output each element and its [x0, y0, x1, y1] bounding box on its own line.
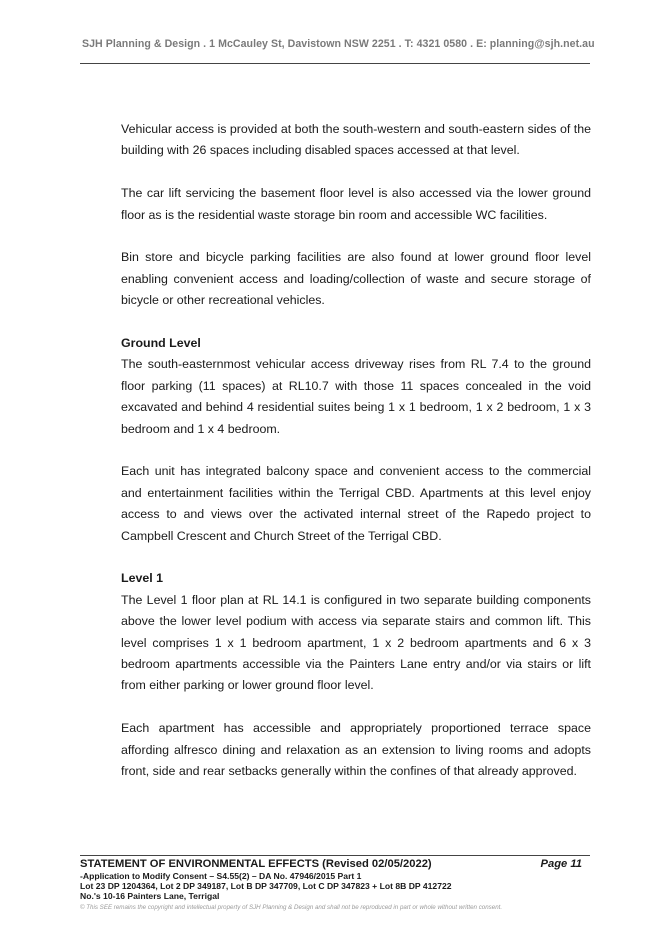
heading-level-1: Level 1: [121, 571, 164, 586]
page-footer: [80, 858, 590, 913]
page-header: SJH Planning & Design . 1 McCauley St, Davistown NSW 2251 . T: 4321 0580 . E: planning@sjh.net.au: [82, 38, 595, 50]
footer-lot-line: Lot 23 DP 1204364, Lot 2 DP 349187, Lot B DP 347709, Lot C DP 347823 + Lot 8B DP 412722: [80, 881, 452, 892]
paragraph-ground-driveway: The south-easternmost vehicular access driveway rises from RL 7.4 to the ground floor parking (11 spaces) at RL10.7 with those 11 spaces concealed in the void excavated and behind 4 residential suites being 1 x 1 bedroom, 1 x 2 bedroom, 1 x 3 bedroom and 1 x 4 bedroom.: [121, 357, 591, 436]
page-number: Page 11: [540, 858, 582, 870]
paragraph-level1-terrace: Each apartment has accessible and appropriately proportioned terrace space affording alfresco dining and relaxation as an extension to living rooms and adopts front, side and rear setbacks generally within the confines of that already approved.: [121, 721, 591, 779]
footer-address-line: No.'s 10-16 Painters Lane, Terrigal: [80, 891, 220, 902]
document-body: [121, 119, 591, 804]
heading-ground-level: Ground Level: [121, 336, 201, 351]
paragraph-bin-store: Bin store and bicycle parking facilities are also found at lower ground floor level enabling convenient access and loading/collection of waste and secure storage of bicycle or other recreational vehicles.: [121, 250, 591, 308]
footer-divider: [80, 855, 590, 856]
paragraph-ground-balcony: Each unit has integrated balcony space and convenient access to the commercial and entertainment facilities within the Terrigal CBD. Apartments at this level enjoy access to and views over the activated internal street of the Rapedo project to Campbell Crescent and Church Street of the Terrigal CBD.: [121, 464, 591, 543]
paragraph-car-lift: The car lift servicing the basement floor level is also accessed via the lower ground floor as is the residential waste storage bin room and accessible WC facilities.: [121, 186, 591, 222]
footer-title-row: [80, 858, 590, 871]
footer-title: STATEMENT OF ENVIRONMENTAL EFFECTS (Revised 02/05/2022): [80, 858, 432, 870]
footer-copyright: © This SEE remains the copyright and intellectual property of SJH Planning & Design and shall not be reproduced in part or whole without written consent.: [80, 903, 503, 911]
header-divider: [80, 63, 590, 64]
footer-application-line: -Application to Modify Consent – S4.55(2) – DA No. 47946/2015 Part 1: [80, 871, 362, 881]
paragraph-level1-floor-plan: The Level 1 floor plan at RL 14.1 is configured in two separate building components above the lower level podium with access via separate stairs and common lift. This level comprises 1 x 1 bedroom apartment, 1 x 2 bedroom apartments and 6 x 3 bedroom apartments accessible via the Painters Lane entry and/or via stairs or lift from either parking or lower ground floor level.: [121, 592, 591, 693]
paragraph-vehicular-access: Vehicular access is provided at both the south-western and south-eastern sides of the building with 26 spaces including disabled spaces accessed at that level.: [121, 122, 591, 158]
